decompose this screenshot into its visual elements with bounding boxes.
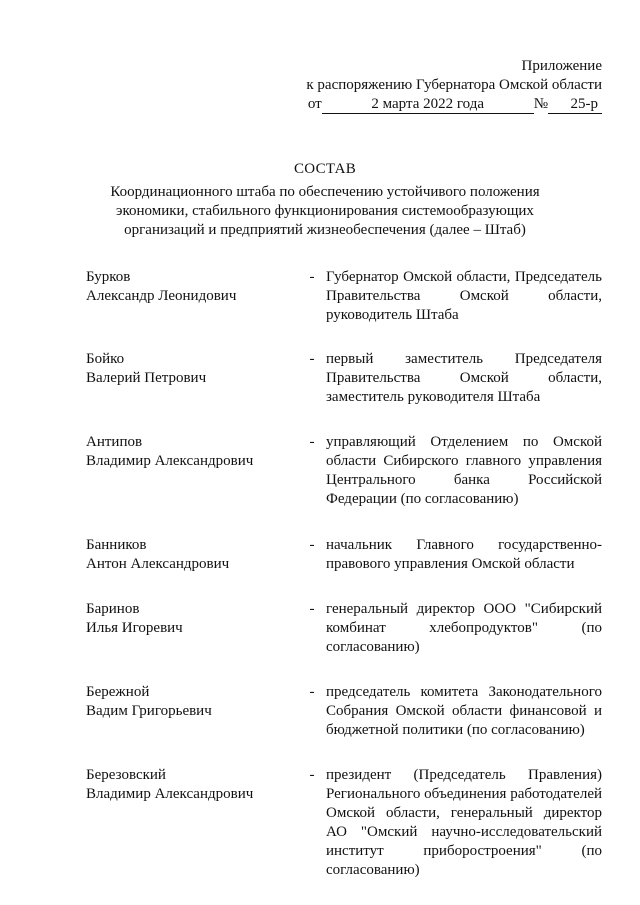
member-role: Губернатор Омской области, Председатель Правительства Омской области, руководитель Штаба: [326, 269, 602, 323]
member-role: первый заместитель Председателя Правительства Омской области, заместитель руководителя Штаба: [326, 351, 602, 405]
member-row: [86, 766, 602, 880]
member-row: [86, 536, 602, 574]
member-given-names: Владимир Александрович: [86, 453, 254, 469]
member-given-names: Валерий Петрович: [86, 370, 207, 386]
member-role: генеральный директор ООО "Сибирский комбинат хлебопродуктов" (по согласованию): [326, 601, 602, 655]
order-date-line: [306, 95, 602, 114]
member-given-names: Илья Игоревич: [86, 620, 183, 636]
member-dash: -: [309, 269, 315, 285]
member-role: председатель комитета Законодательного Собрания Омской области финансовой и бюджетной политики (по согласованию): [326, 684, 602, 738]
member-surname: Баринов: [86, 601, 140, 617]
order-date: 2 марта 2022 года: [322, 95, 534, 114]
member-surname: Бурков: [86, 269, 131, 285]
member-dash: -: [309, 684, 315, 700]
member-name: [86, 766, 298, 804]
order-number: 25-р: [548, 95, 602, 114]
member-row: [86, 600, 602, 657]
member-given-names: Вадим Григорьевич: [86, 703, 212, 719]
member-dash: -: [309, 351, 315, 367]
appendix-label: Приложение: [521, 58, 602, 74]
member-dash: -: [309, 537, 315, 553]
document-title-block: [90, 160, 560, 240]
member-row: [86, 433, 602, 509]
member-surname: Банников: [86, 537, 147, 553]
member-surname: Березовский: [86, 767, 166, 783]
member-given-names: Александр Леонидович: [86, 288, 237, 304]
member-name: [86, 433, 298, 471]
appendix-header: [306, 57, 602, 114]
member-given-names: Антон Александрович: [86, 556, 230, 572]
member-dash: -: [309, 434, 315, 450]
member-name: [86, 683, 298, 721]
member-surname: Бережной: [86, 684, 150, 700]
member-name: [86, 600, 298, 638]
order-reference: к распоряжению Губернатора Омской области: [306, 77, 602, 93]
member-row: [86, 683, 602, 740]
member-surname: Бойко: [86, 351, 125, 367]
members-list: [86, 268, 602, 880]
member-name: [86, 268, 298, 306]
member-role: начальник Главного государственно-правового управления Омской области: [326, 537, 602, 572]
member-name: [86, 536, 298, 574]
number-label: №: [533, 96, 548, 112]
member-name: [86, 350, 298, 388]
member-dash: -: [309, 767, 315, 783]
document-title: СОСТАВ: [293, 161, 357, 177]
member-role: президент (Председатель Правления) Регионального объединения работодателей Омской области, генеральный директор АО "Омский научно-исследовательский институт приборостроения" (по согласованию): [326, 767, 603, 878]
member-row: [86, 350, 602, 407]
member-dash: -: [309, 601, 315, 617]
document-subtitle: Координационного штаба по обеспечению устойчивого положения экономики, стабильного функционирования системообразующих организаций и предприятий жизнеобеспечения (далее – Штаб): [110, 184, 540, 238]
member-given-names: Владимир Александрович: [86, 786, 254, 802]
member-role: управляющий Отделением по Омской области Сибирского главного управления Центрального банка Российской Федерации (по согласованию): [326, 434, 602, 507]
member-surname: Антипов: [86, 434, 143, 450]
member-row: [86, 268, 602, 325]
from-label: от: [307, 96, 322, 112]
